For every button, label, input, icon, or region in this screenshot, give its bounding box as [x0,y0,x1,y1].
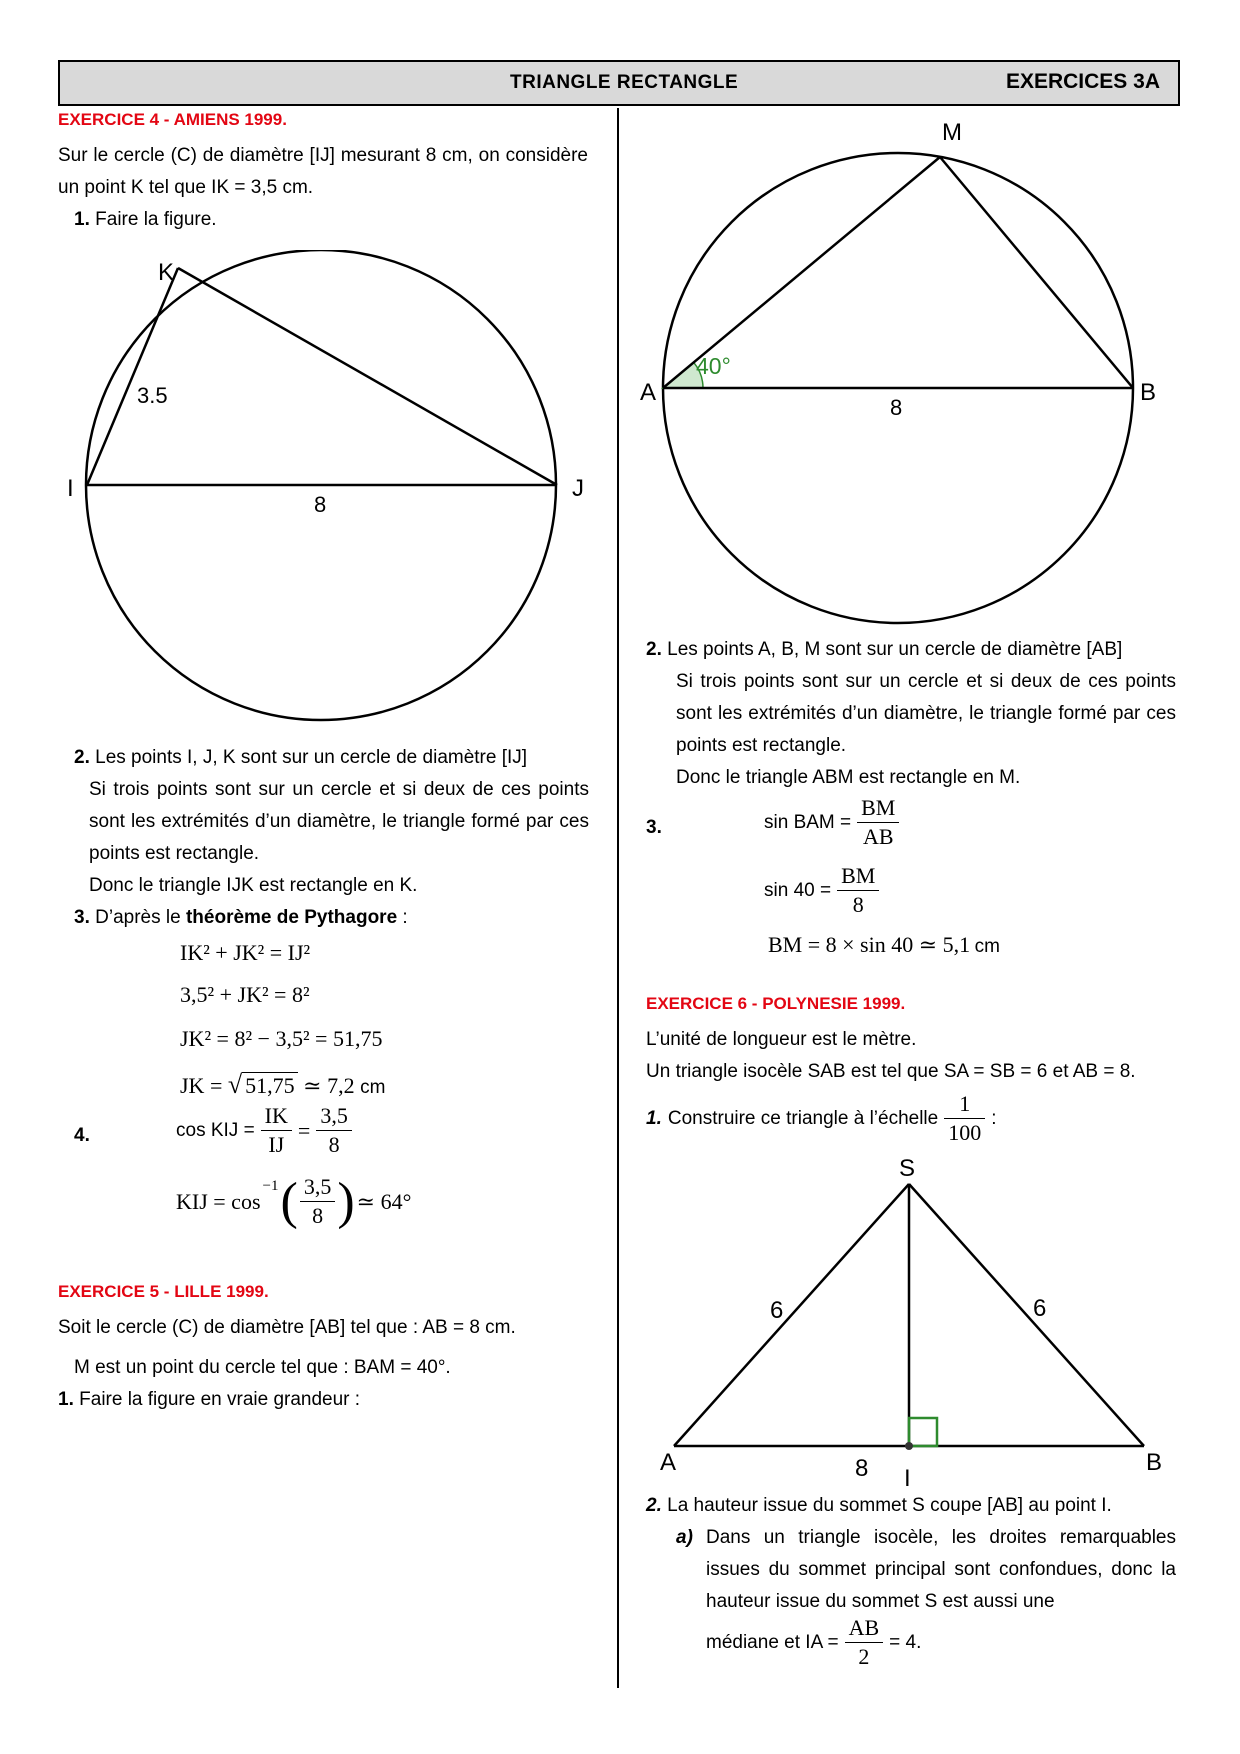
ex4-eq4-unit: cm [360,1077,386,1098]
ex4-acos-left: KIJ = cos [176,1188,261,1214]
ex6-qa-end: = 4. [889,1631,922,1653]
ex4-q1-num: 1. [74,209,90,230]
ex4-q1 [74,204,217,236]
ex5-q2 [646,634,1122,666]
ex6-qa-num: a) [676,1527,693,1548]
ex4-eq1: IK² + JK² = IJ² [180,940,311,965]
ex6-q2-text: La hauteur issue du sommet S coupe [AB] au point I. [667,1495,1112,1516]
ex5-sin2-frac: $\frac{BM}{8}$ [837,862,879,919]
ex6-label-a: A [660,1449,677,1476]
ex4-q2-line3: Donc le triangle IJK est rectangle en K. [89,875,418,896]
ex5-sin1-frac: $\frac{BM}{AB}$ [857,794,899,851]
column-divider [617,108,619,1688]
ex6-label-sb: 6 [1033,1295,1047,1322]
ex6-label-ab: 8 [855,1455,869,1482]
ex5-sin1-eq [764,794,899,851]
ex5-title: EXERCICE 5 - LILLE 1999. [58,1282,269,1301]
ex6-q1-num: 1. [646,1107,662,1129]
ex6-qa-median [706,1614,921,1671]
ex4-label-j: J [572,475,584,502]
ex5-q2-num: 2. [646,639,662,660]
ex5-q2-line3: Donc le triangle ABM est rectangle en M. [676,767,1021,788]
ex5-label-m: M [942,119,962,146]
ex6-right-angle-mark [909,1418,937,1446]
ex5-intro: Soit le cercle (C) de diamètre [AB] tel que : AB = 8 cm. [58,1317,516,1338]
ex4-q3-post: : [402,907,408,928]
ex4-q3-num: 3. [74,907,90,928]
ex4-eq4-radicand: 51,75 [242,1072,298,1098]
ex6-q2 [646,1490,1112,1522]
ex6-q2-num: 2. [646,1495,662,1516]
ex6-q1-text: Construire ce triangle à l’échelle [667,1107,939,1129]
ex4-eq4-left: JK = [180,1073,223,1098]
ex5-q3-num: 3. [646,817,662,838]
ex6-point-i [905,1442,913,1450]
ex6-scale-frac: $\frac{1}{100}$ [944,1090,985,1147]
ex4-q3-bold: théorème de Pythagore [185,907,398,928]
ex4-q2 [74,742,527,774]
ex4-segment-kj [178,268,557,485]
ex5-q2-line1: Les points A, B, M sont sur un cercle de diamètre [AB] [667,639,1123,660]
ex5-bm-eq [768,932,1000,958]
ex4-cos-frac1: $\frac{IK}{IJ}$ [261,1102,292,1159]
ex6-label-s: S [899,1155,916,1182]
ex6-label-b: B [1146,1449,1163,1476]
ex6-side-sa [674,1184,909,1446]
ex4-q3 [74,902,408,934]
ex6-label-i: I [904,1465,911,1490]
ex6-qa-med: médiane et IA = [706,1631,839,1653]
ex4-eq4: JK = √ 51,75 ≃ 7,2 cm [180,1070,386,1099]
ex5-sin1-label: sin BAM = [764,811,852,833]
ex4-label-ij: 8 [314,492,327,517]
ex5-q1 [58,1384,360,1416]
ex4-q2-line1: Les points I, J, K sont sur un cercle de diamètre [IJ] [95,747,528,768]
ex5-label-ab: 8 [890,395,903,420]
page-header [58,60,1180,106]
ex4-acos-frac: $\frac{3,5}{8}$ [300,1173,336,1230]
ex4-q1-text: Faire la figure. [95,209,217,230]
ex6-figure [640,1150,1180,1490]
ex4-eq2: 3,5² + JK² = 8² [180,982,310,1007]
ex4-q4-num: 4. [74,1125,90,1146]
ex5-bm-expr: BM = 8 × sin 40 ≃ 5,1 [768,932,971,957]
ex4-title: EXERCICE 4 - AMIENS 1999. [58,110,287,129]
ex4-q2-line2: Si trois points sont sur un cercle et si deux de ces points sont les extrémités d’un diamètre, le triangle formé par ces points est rectangle. [89,779,589,864]
ex4-cos-frac2: $\frac{3,5}{8}$ [316,1102,352,1159]
ex6-side-sb [909,1184,1144,1446]
ex4-q3-pre: D’après le [95,907,181,928]
ex4-label-i: I [67,475,74,502]
ex5-q2-line2: Si trois points sont sur un cercle et si deux de ces points sont les extrémités d’un diamètre, le triangle formé par ces points est rectangle. [676,671,1176,756]
ex4-segment-ik [87,268,178,485]
ex5-label-b: B [1140,379,1157,406]
header-title: TRIANGLE RECTANGLE [510,72,739,93]
ex6-q1-colon: : [991,1107,997,1129]
ex5-bm-unit: cm [974,936,1000,957]
ex5-q1-text: Faire la figure en vraie grandeur : [79,1389,361,1410]
ex6-qa-frac: $\frac{AB}{2}$ [845,1614,884,1671]
ex4-acos-eq: KIJ = cos −1 ( $\frac{3,5}{8}$ ) ≃ 64° [176,1173,412,1230]
ex4-cos-eq: cos KIJ = $\frac{IK}{IJ}$ = $\frac{3,5}{8}$ [176,1102,352,1159]
ex4-intro: Sur le cercle (C) de diamètre [IJ] mesurant 8 cm, on considère un point K tel que IK = 3,5 cm. [58,145,588,198]
ex5-line2: M est un point du cercle tel que : BAM = 40°. [74,1357,451,1378]
ex4-label-k: K [158,259,175,286]
ex4-acos-right: ≃ 64° [356,1188,412,1214]
header-code: EXERCICES 3A [1005,70,1160,93]
ex5-q1-num: 1. [58,1389,74,1410]
ex6-label-sa: 6 [770,1297,784,1324]
ex5-label-angle: 40° [696,353,731,379]
ex6-title: EXERCICE 6 - POLYNESIE 1999. [646,994,906,1013]
ex4-eq3: JK² = 8² − 3,5² = 51,75 [180,1026,383,1051]
ex5-sin2-eq [764,862,879,919]
ex6-qa-text: Dans un triangle isocèle, les droites remarquables issues du sommet principal sont confondues, donc la hauteur issue du sommet S est aussi une [706,1527,1176,1612]
ex4-cos-label: cos KIJ = [176,1119,255,1141]
ex6-line2: Un triangle isocèle SAB est tel que SA = SB = 6 et AB = 8. [646,1061,1136,1082]
ex5-sin2-label: sin 40 = [764,879,832,901]
ex4-acos-exp: −1 [262,1178,279,1194]
ex6-q1 [646,1090,997,1147]
ex4-q2-num: 2. [74,747,90,768]
ex5-figure [640,110,1180,640]
ex5-label-a: A [640,379,657,406]
ex4-figure [55,250,615,750]
ex4-label-ik: 3.5 [137,383,168,408]
ex6-line1: L’unité de longueur est le mètre. [646,1029,917,1050]
ex4-eq4-right: ≃ 7,2 [303,1073,355,1098]
